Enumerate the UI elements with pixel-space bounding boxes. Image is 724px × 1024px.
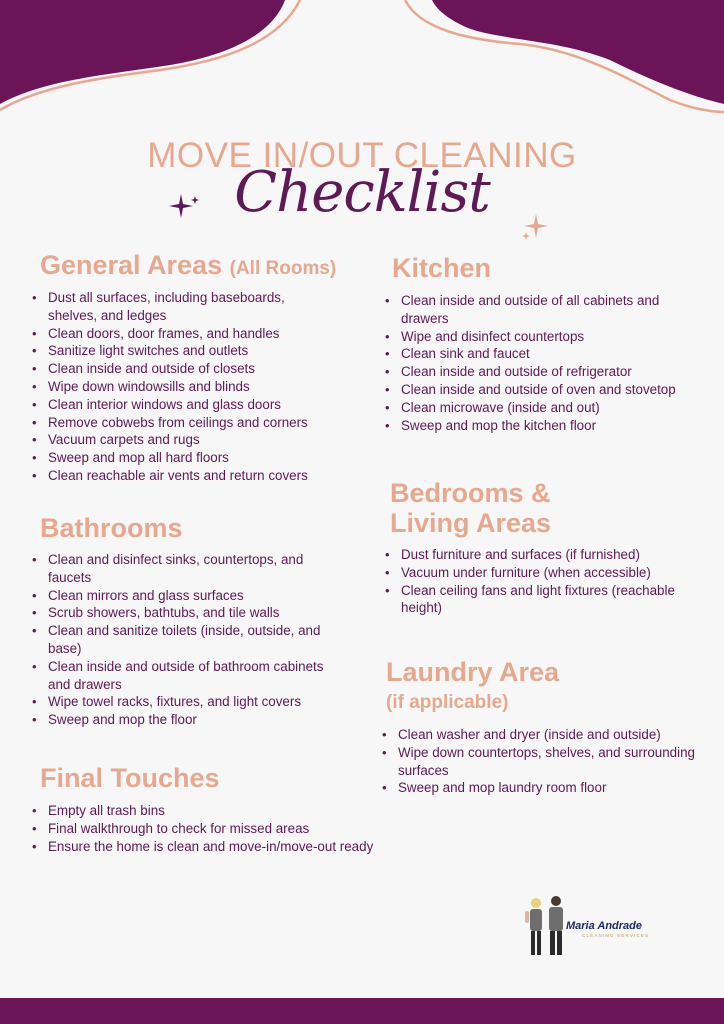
checklist-item: • Clean reachable air vents and return covers [31,467,331,485]
bathrooms-list [31,551,341,729]
checklist-item: • Ensure the home is clean and move-in/move-out ready [31,838,376,856]
checklist-item: • Scrub showers, bathtubs, and tile walls [31,604,341,622]
checklist-item: • Sweep and mop all hard floors [31,449,331,467]
section-title-laundry: Laundry Area [386,657,560,687]
checklist-item: • Clean and sanitize toilets (inside, outside, and base) [31,622,341,658]
section-title-bathrooms: Bathrooms [40,513,183,543]
bedrooms-list [384,546,694,617]
checklist-item: • Clean microwave (inside and out) [384,399,694,417]
section-subtitle-laundry: (if applicable) [386,692,509,713]
checklist-item: • Clean inside and outside of all cabinets and drawers [384,292,694,328]
section-subtitle: (All Rooms) [229,258,337,279]
footer-bar [0,998,724,1024]
checklist-item: • Clean sink and faucet [384,345,694,363]
checklist-item: • Clean inside and outside of closets [31,360,331,378]
section-title-general [40,250,336,284]
checklist-item: • Dust furniture and surfaces (if furnished) [384,546,694,564]
checklist-item: • Clean inside and outside of refrigerator [384,363,694,381]
section-title-kitchen: Kitchen [392,253,492,283]
general-areas-list [31,289,331,485]
checklist-item: • Sweep and mop the floor [31,711,341,729]
page-title: MOVE IN/OUT CLEANING [147,136,577,175]
header-wave-decoration [0,0,724,120]
checklist-item: • Remove cobwebs from ceilings and corners [31,414,331,432]
kitchen-list [384,292,694,434]
checklist-item: • Clean washer and dryer (inside and outside) [381,726,701,744]
section-title-text: General Areas [40,250,223,280]
checklist-item: • Final walkthrough to check for missed areas [31,820,376,838]
checklist-item: • Dust all surfaces, including baseboards, shelves, and ledges [31,289,331,325]
checklist-item: • Clean inside and outside of bathroom cabinets and drawers [31,658,341,694]
checklist-item: • Vacuum carpets and rugs [31,431,331,449]
checklist-item: • Wipe down countertops, shelves, and surrounding surfaces [381,744,701,780]
page-title-script: Checklist [234,160,490,225]
logo-name: Maria Andrade [566,920,643,932]
checklist-item: • Vacuum under furniture (when accessible) [384,564,694,582]
checklist-item: • Clean and disinfect sinks, countertops, and faucets [31,551,341,587]
checklist-item: • Clean ceiling fans and light fixtures (reachable height) [384,582,694,618]
checklist-item: • Wipe towel racks, fixtures, and light covers [31,693,341,711]
checklist-item: • Clean doors, door frames, and handles [31,325,331,343]
checklist-item: • Clean inside and outside of oven and stovetop [384,381,694,399]
checklist-item: • Wipe down windowsills and blinds [31,378,331,396]
checklist-item: • Clean interior windows and glass doors [31,396,331,414]
section-title-bedrooms: Bedrooms & [390,478,551,508]
checklist-item: • Sanitize light switches and outlets [31,342,331,360]
checklist-item: • Sweep and mop the kitchen floor [384,417,694,435]
logo-tagline: CLEANING SERVICES [582,933,650,938]
section-title-final: Final Touches [40,763,220,793]
checklist-item: • Sweep and mop laundry room floor [381,779,701,797]
section-title-bedrooms-line2: Living Areas [390,508,552,538]
checklist-item: • Wipe and disinfect countertops [384,328,694,346]
final-touches-list [31,802,376,855]
checklist-item: • Clean mirrors and glass surfaces [31,587,341,605]
checklist-item: • Empty all trash bins [31,802,376,820]
laundry-list [381,726,701,797]
